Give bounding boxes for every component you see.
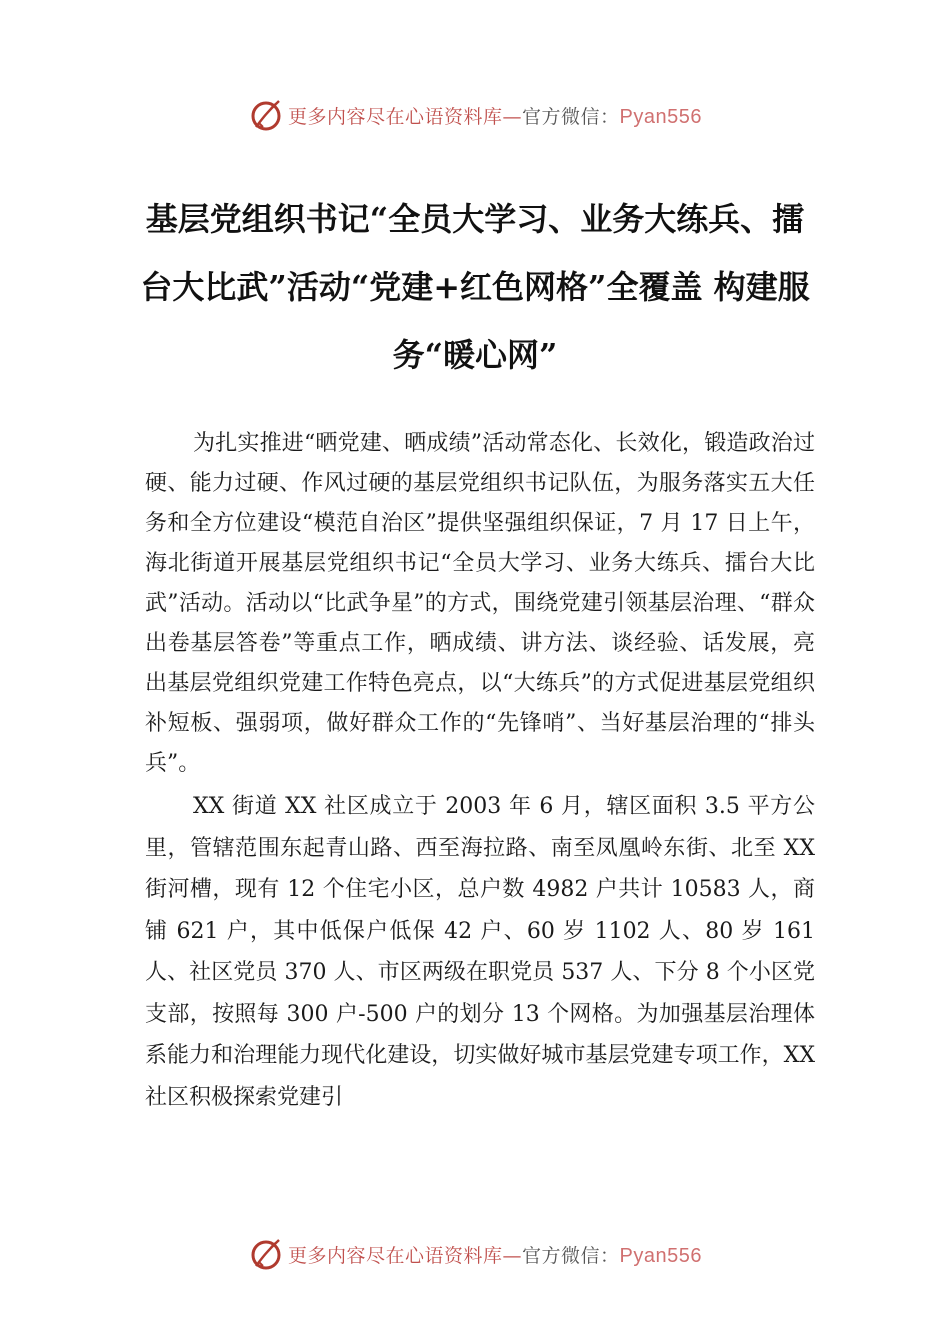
footer-watermark-banner (0, 1234, 950, 1274)
watermark-text: 更多内容尽在心语资料库—官方微信：Pyan556 (288, 105, 702, 128)
document-title: 基层党组织书记“全员大学习、业务大练兵、擂台大比武”活动“党建+红色网格”全覆盖 构建服务“暖心网” (140, 200, 810, 374)
header-watermark-banner (0, 95, 950, 135)
body-paragraph-1: 为扎实推进“晒党建、晒成绩”活动常态化、长效化，锻造政治过硬、能力过硬、作风过硬的基层党组织书记队伍，为服务落实五大任务和全方位建设“模范自治区”提供坚强组织保证，7 月 17 日上午，海北街道开展基层党组织书记“全员大学习、业务大练兵、擂台大比武”活动。活动以“比武争星”的方式，围绕党建引领基层治理、“群众出卷基层答卷”等重点工作，晒成绩、讲方法、谈经验、话发展，亮出基层党组织党建工作特色亮点，以“大练兵”的方式促进基层党组织补短板、强弱项，做好群众工作的“先锋哨”、当好基层治理的“排头兵”。 (145, 431, 815, 776)
body-paragraph-2: XX 街道 XX 社区成立于 2003 年 6 月，辖区面积 3.5 平方公里，管辖范围东起青山路、西至海拉路、南至凤凰岭东街、北至 XX 街河槽，现有 12 个住宅小区，总户数 4982 户共计 10583 人，商铺 621 户，其中低保户低保 42 户、60 岁 1102 人、80 岁 161 人、社区党员 370 人、市区两级在职党员 537 人、下分 8 个小区党支部，按照每 300 户-500 户的划分 13 个网格。为加强基层治理体系能力和治理能力现代化建设，切实做好城市基层党建专项工作，XX 社区积极探索党建引 (145, 794, 815, 1110)
document-body (145, 424, 815, 1118)
watermark-text: 更多内容尽在心语资料库—官方微信：Pyan556 (288, 1244, 702, 1267)
quill-seal-logo-icon (248, 97, 284, 133)
quill-seal-logo-icon (248, 1236, 284, 1272)
